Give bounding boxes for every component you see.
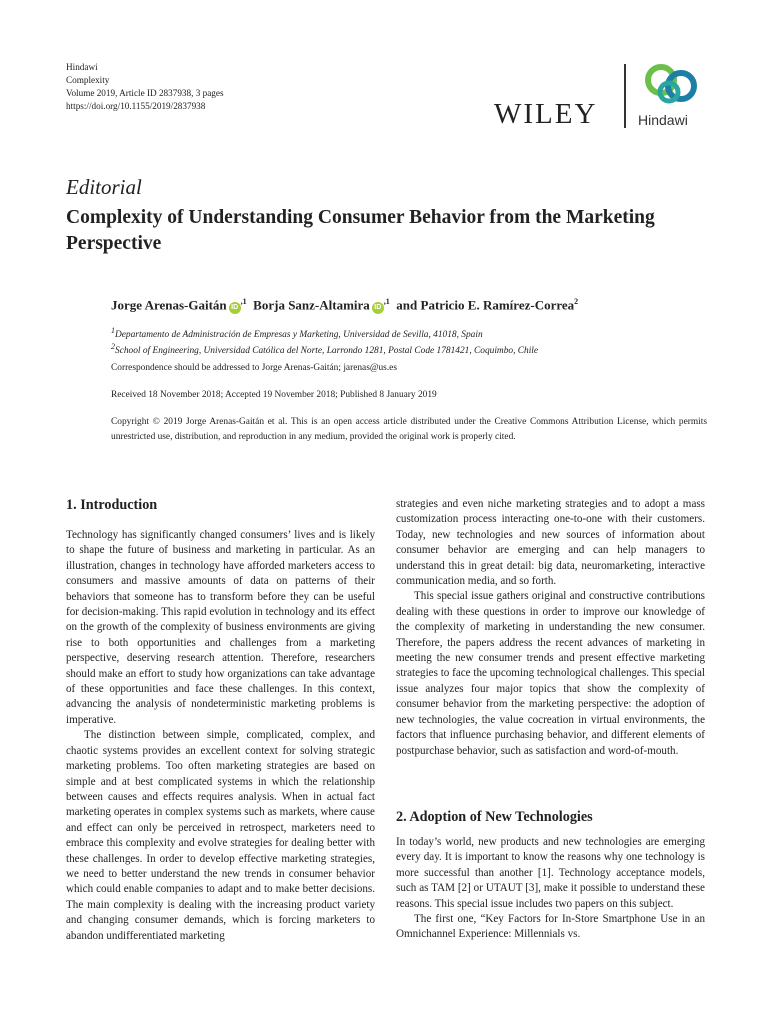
doi-link[interactable]: https://doi.org/10.1155/2019/2837938 <box>66 101 206 111</box>
author-affiliation: ,1 <box>383 297 390 306</box>
journal-info <box>66 61 224 113</box>
article-title: Complexity of Understanding Consumer Behavior from the Marketing Perspective <box>66 207 655 254</box>
author-name[interactable]: Borja Sanz-Altamira <box>253 297 370 313</box>
right-column-section-2 <box>396 835 705 943</box>
paragraph: Technology has significantly changed consumers’ lives and is likely to shape the future of business and marketing in particular. As an illustration, changes in technology have afforded marketers access to consumers and massive amounts of data on patterns of their behaviors that someone has to transform before they can be useful for decision-making. This rapid evolution in technology and its effect on the growth of the complexity of business environments are giving rise to both opportunities and challenges from a marketing perspective, deserving research attention. Therefore, researchers should make an effort to study how organizations can take advantage of these opportunities and face these challenges. In this context, advancing the analysis of nondeterministic marketing problems is imperative. <box>66 529 375 726</box>
affiliation-number: 2 <box>111 342 115 351</box>
hindawi-wordmark: Hindawi <box>638 112 688 128</box>
logo-divider <box>624 64 626 128</box>
author-name[interactable]: and Patricio E. Ramírez-Correa <box>396 297 575 313</box>
correspondence: Correspondence should be addressed to Jorge Arenas-Gaitán; jarenas@us.es <box>111 363 397 373</box>
affiliation-number: 1 <box>111 326 115 335</box>
author-affiliation: 2 <box>574 297 579 306</box>
section-heading: 1. Introduction <box>66 497 158 513</box>
affiliation <box>111 342 538 356</box>
paragraph: This special issue gathers original and constructive contributions dealing with these questions in order to improve our knowledge of the complexity of marketing in understanding the new consumer. Therefore, the papers address the recent advances of marketing in meeting the new consumer trends and present effective marketing strategies to face the upcoming technological challenges. This special issue analyzes four major topics that show the complexity of consumer behavior from the marketing perspective: the adoption of new technologies, the value cocreation in virtual environments, the factors that influence purchasing behavior, and different elements of postpurchase behavior, such as satisfaction and word-of-mouth. <box>396 590 705 757</box>
paragraph: The first one, “Key Factors for In-Store Smartphone Use in an Omnichannel Experience: Millennials vs. <box>396 913 705 941</box>
right-column <box>396 497 705 759</box>
affiliation-text: School of Engineering, Universidad Católica del Norte, Larrondo 1281, Postal Code 1781421, Coquimbo, Chile <box>115 346 539 357</box>
author-list <box>111 297 578 314</box>
affiliation-text: Departamento de Administración de Empresas y Marketing, Universidad de Sevilla, 41018, Spain <box>115 330 483 341</box>
left-column <box>66 528 375 944</box>
paragraph: The distinction between simple, complicated, complex, and chaotic systems provides an excellent context for solving strategic marketing problems. Too often marketing strategies are based on simple and at best complicated systems in which the relationship between causes and effects requires analysis. When in actual fact marketing operates in complex systems such as markets, where cause and effect can only be perceived in retrospect, marketers need to embrace this complexity and evolve strategies for dealing better with these challenges. In order to develop effective marketing strategies, we need to better understand the new trends in consumer behavior which could enable companies to adapt and to make better decisions. The main complexity is dealing with the increasing product variety and changing consumer demands, which is forcing marketers to abandon undifferentiated marketing <box>66 729 375 942</box>
section-heading: 2. Adoption of New Technologies <box>396 809 593 825</box>
author-affiliation: ,1 <box>240 297 247 306</box>
paragraph: In today’s world, new products and new technologies are emerging every day. It is important to know the reasons why one technology is more successful than another [1]. Technology acceptance models, such as TAM [2] or UTAUT [3], make it possible to understand these reasons. This special issue includes two papers on this subject. <box>396 836 705 910</box>
publication-dates: Received 18 November 2018; Accepted 19 November 2018; Published 8 January 2019 <box>111 390 437 400</box>
hindawi-logo-icon <box>641 62 701 106</box>
wiley-logo <box>494 99 597 129</box>
paragraph: strategies and even niche marketing strategies and to adopt a mass customization process interacting one-to-one with their customers. Today, new technologies and new sources of information about consumer behavior are emerging and can help managers to understand this in great detail: big data, neuromarketing, interactive communication media, and so forth. <box>396 498 705 588</box>
orcid-icon[interactable]: ID <box>372 302 384 314</box>
wiley-wordmark: WILEY <box>494 98 598 130</box>
journal-line: Complexity <box>66 75 110 85</box>
copyright-notice: Copyright © 2019 Jorge Arenas-Gaitán et al. This is an open access article distributed under the Creative Commons Attribution License, which permits unrestricted use, distribution, and reproduction in any medium, provided the original work is properly cited. <box>111 417 707 442</box>
journal-line: Volume 2019, Article ID 2837938, 3 pages <box>66 88 224 98</box>
affiliation <box>111 326 483 340</box>
author-name[interactable]: Jorge Arenas-Gaitán <box>111 297 227 313</box>
journal-line: Hindawi <box>66 62 98 72</box>
orcid-icon[interactable]: ID <box>229 302 241 314</box>
article-type: Editorial <box>66 175 142 199</box>
